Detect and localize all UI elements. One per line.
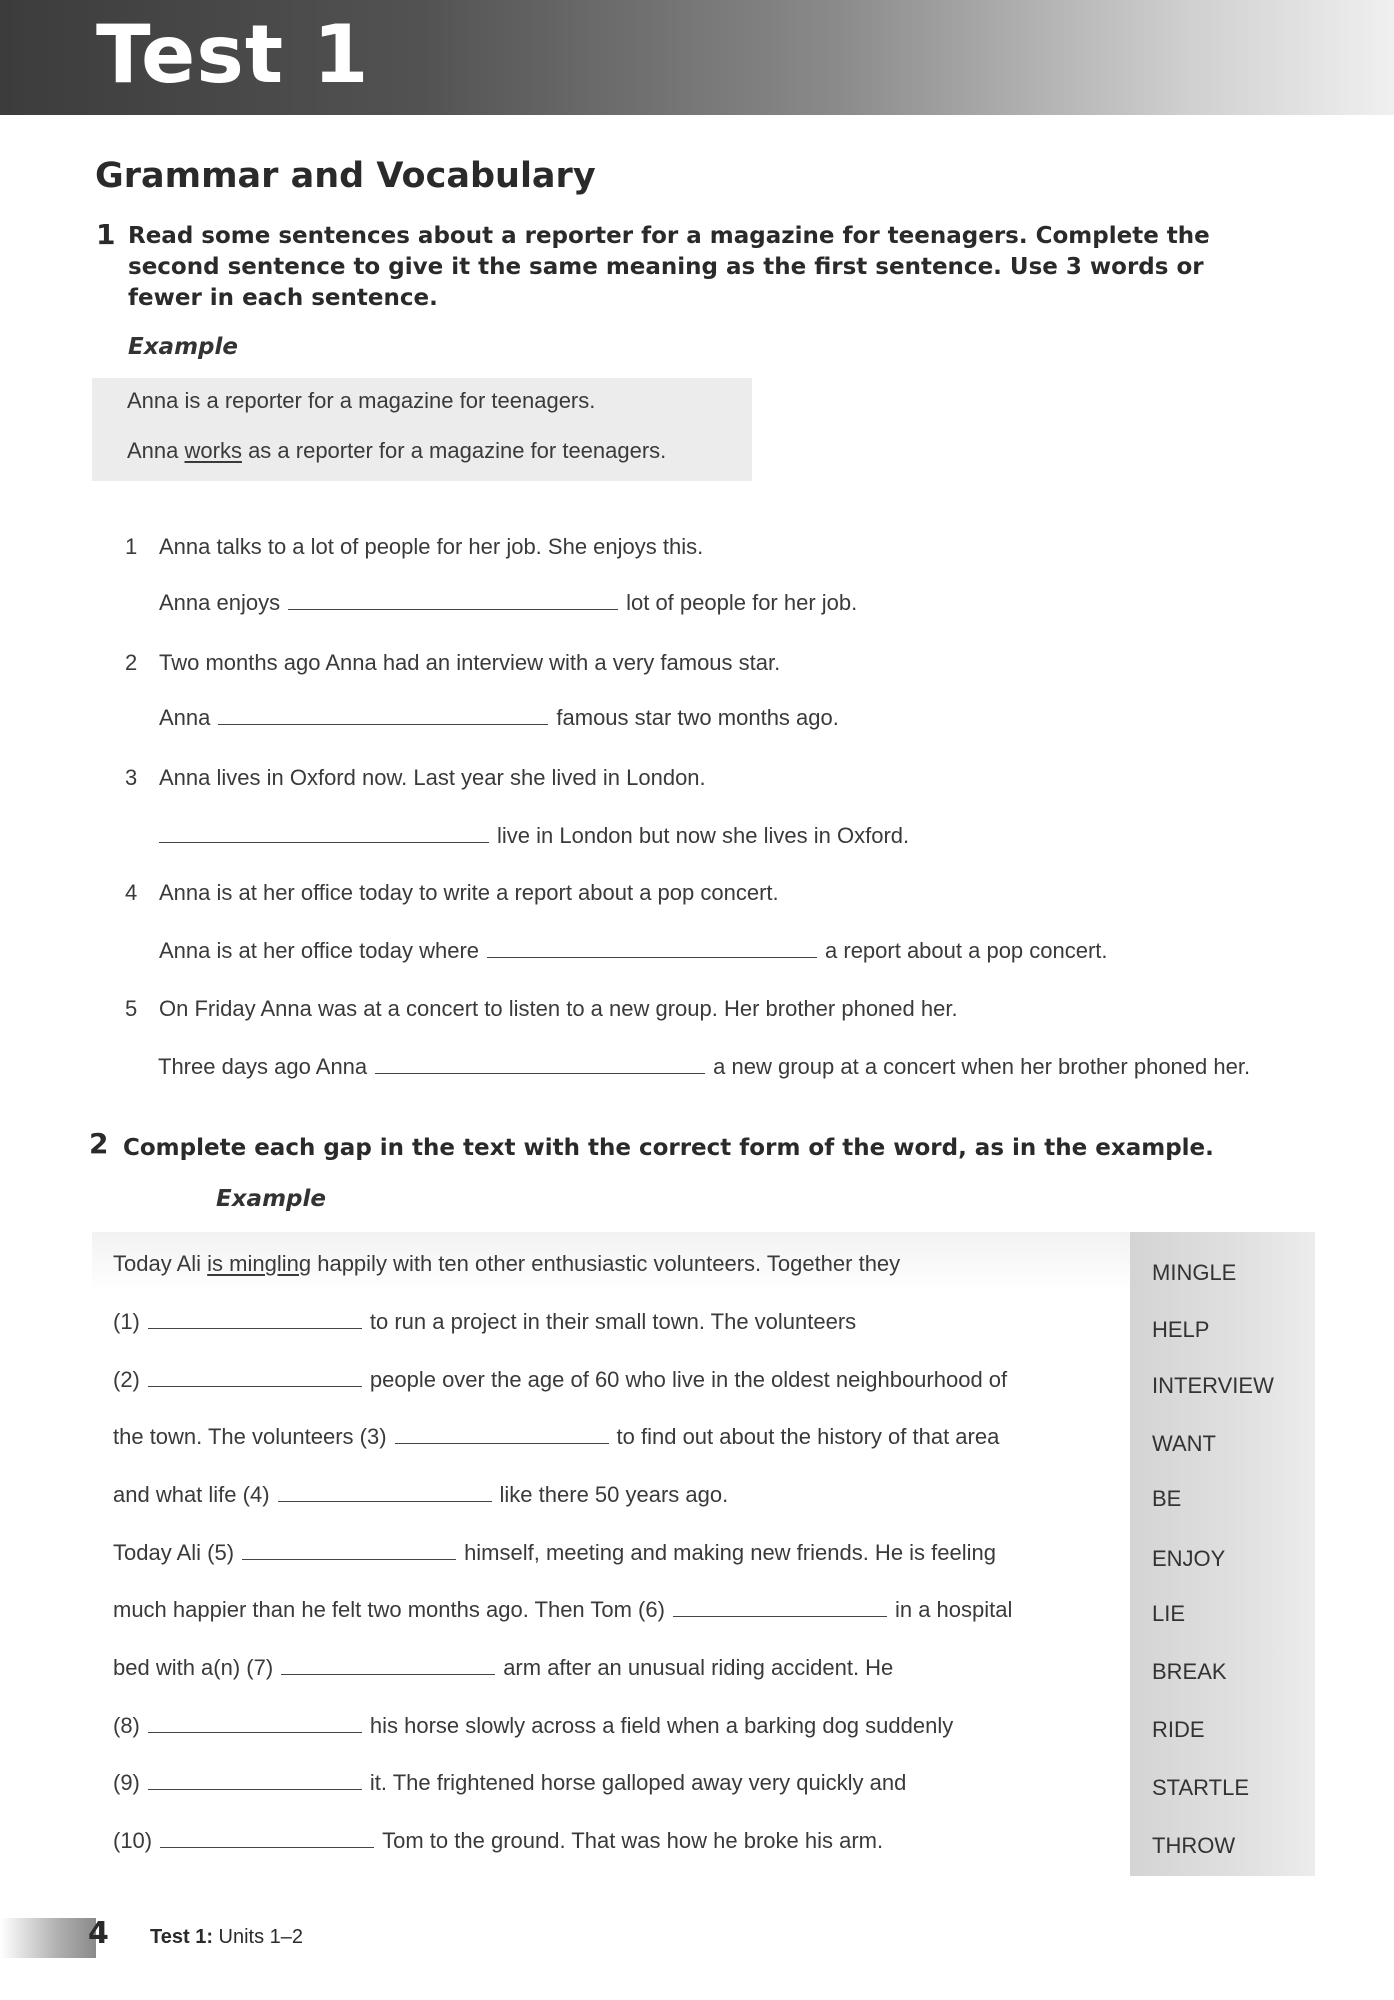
exercise-1-number: 1 [96, 218, 116, 251]
example-answer: works [184, 438, 242, 463]
word-item: ENJOY [1152, 1546, 1226, 1571]
line-post: people over the age of 60 who live in the oldest neighbourhood of [369, 1367, 1008, 1392]
completion-pre: Anna enjoys [159, 590, 281, 615]
word-item: MINGLE [1152, 1260, 1237, 1285]
line-post: like there 50 years ago. [499, 1482, 729, 1507]
text-line-6 [113, 1597, 1012, 1623]
answer-blank[interactable] [218, 708, 548, 725]
question-1 [125, 534, 703, 560]
line-post: happily with ten other enthusiastic volunteers. Together they [311, 1251, 901, 1276]
answer-blank[interactable] [673, 1600, 887, 1617]
line-pre: Today Ali (5) [113, 1540, 235, 1565]
question-4 [125, 880, 779, 906]
line-post: Tom to the ground. That was how he broke his arm. [382, 1828, 884, 1853]
line-pre: (8) [113, 1713, 140, 1738]
example-answer: is mingling [207, 1251, 312, 1276]
text-line-2 [113, 1367, 1007, 1393]
instruction-line: second sentence to give it the same meaning as the first sentence. Use 3 words or [128, 254, 1204, 280]
question-1-completion [159, 590, 857, 616]
line-post: to run a project in their small town. The volunteers [369, 1309, 857, 1334]
line-pre: bed with a(n) (7) [113, 1655, 274, 1680]
line-post: in a hospital [894, 1597, 1013, 1622]
section-heading: Grammar and Vocabulary [95, 156, 596, 196]
word-item: INTERVIEW [1152, 1373, 1274, 1398]
question-5 [125, 996, 958, 1022]
question-3 [125, 765, 706, 791]
question-sentence: Two months ago Anna had an interview with a very famous star. [159, 650, 781, 675]
line-pre: and what life (4) [113, 1482, 270, 1507]
answer-blank[interactable] [487, 941, 817, 958]
text-line-10 [113, 1828, 883, 1854]
word-item: HELP [1152, 1317, 1210, 1342]
instruction-line: Read some sentences about a reporter for a magazine for teenagers. Complete the [128, 223, 1210, 249]
question-number: 3 [125, 765, 138, 790]
footer-label-bold: Test 1: [150, 1926, 213, 1948]
question-4-completion [159, 938, 1108, 964]
answer-blank[interactable] [148, 1312, 362, 1329]
answer-blank[interactable] [281, 1658, 495, 1675]
text-line-7 [113, 1655, 893, 1681]
answer-blank[interactable] [395, 1427, 609, 1444]
question-sentence: Anna is at her office today to write a report about a pop concert. [159, 880, 779, 905]
example-label: Example [216, 1186, 326, 1212]
line-pre: (10) [113, 1828, 153, 1853]
footer-band [0, 1918, 96, 1958]
question-3-completion [159, 823, 909, 849]
line-pre: Today Ali [113, 1251, 208, 1276]
question-5-completion [158, 1054, 1250, 1080]
exercise-2-number: 2 [89, 1127, 109, 1160]
word-item: STARTLE [1152, 1775, 1249, 1800]
question-sentence: On Friday Anna was at a concert to listen to a new group. Her brother phoned her. [159, 996, 958, 1021]
word-item: BE [1152, 1486, 1182, 1511]
text-line-3 [113, 1424, 999, 1450]
answer-blank[interactable] [159, 826, 489, 843]
line-pre: (9) [113, 1770, 140, 1795]
example-sentence-1: Anna is a reporter for a magazine for teenagers. [127, 388, 596, 413]
line-pre: the town. The volunteers (3) [113, 1424, 387, 1449]
line-pre: (1) [113, 1309, 140, 1334]
question-number: 2 [125, 650, 138, 675]
line-post: to find out about the history of that area [616, 1424, 1000, 1449]
question-sentence: Anna lives in Oxford now. Last year she lived in London. [159, 765, 706, 790]
answer-blank[interactable] [278, 1485, 492, 1502]
instruction-line: fewer in each sentence. [128, 285, 438, 311]
question-2-completion [159, 705, 839, 731]
text-line-example [113, 1251, 900, 1277]
text-line-4 [113, 1482, 728, 1508]
answer-blank[interactable] [148, 1773, 362, 1790]
question-number: 1 [125, 534, 138, 559]
line-post: his horse slowly across a field when a barking dog suddenly [369, 1713, 954, 1738]
completion-post: a new group at a concert when her brother phoned her. [713, 1054, 1251, 1079]
word-item: BREAK [1152, 1659, 1227, 1684]
question-2 [125, 650, 780, 676]
text-line-1 [113, 1309, 856, 1335]
completion-post: lot of people for her job. [626, 590, 858, 615]
answer-blank[interactable] [242, 1543, 456, 1560]
test-title: Test 1 [96, 8, 370, 101]
answer-blank[interactable] [148, 1716, 362, 1733]
completion-post: live in London but now she lives in Oxford. [497, 823, 910, 848]
completion-pre: Anna [159, 705, 211, 730]
completion-post: famous star two months ago. [556, 705, 839, 730]
completion-pre: Anna is at her office today where [159, 938, 480, 963]
text-line-5 [113, 1540, 996, 1566]
example-pre: Anna [127, 438, 185, 463]
answer-blank[interactable] [375, 1057, 705, 1074]
page-number: 4 [88, 1916, 109, 1951]
line-pre: (2) [113, 1367, 140, 1392]
word-item: RIDE [1152, 1717, 1205, 1742]
text-line-9 [113, 1770, 906, 1796]
completion-post: a report about a pop concert. [825, 938, 1108, 963]
example-post: as a reporter for a magazine for teenagers. [241, 438, 667, 463]
example-label: Example [128, 334, 238, 360]
question-number: 4 [125, 880, 138, 905]
answer-blank[interactable] [288, 593, 618, 610]
footer-label [150, 1926, 303, 1949]
exercise-2-instructions: Complete each gap in the text with the correct form of the word, as in the example. [123, 1135, 1214, 1161]
question-sentence: Anna talks to a lot of people for her job. She enjoys this. [159, 534, 704, 559]
word-item: THROW [1152, 1833, 1236, 1858]
exercise-1-instructions [128, 221, 1210, 314]
question-number: 5 [125, 996, 138, 1021]
word-item: WANT [1152, 1431, 1216, 1456]
completion-pre: Three days ago Anna [158, 1054, 368, 1079]
text-line-8 [113, 1713, 953, 1739]
line-post: arm after an unusual riding accident. He [503, 1655, 894, 1680]
line-post: it. The frightened horse galloped away very quickly and [369, 1770, 907, 1795]
line-pre: much happier than he felt two months ago. Then Tom (6) [113, 1597, 665, 1622]
answer-blank[interactable] [160, 1831, 374, 1848]
footer-label-units: Units 1–2 [212, 1926, 304, 1948]
example-sentence-2 [127, 438, 666, 464]
line-post: himself, meeting and making new friends. He is feeling [464, 1540, 996, 1565]
answer-blank[interactable] [148, 1370, 362, 1387]
word-item: LIE [1152, 1601, 1186, 1626]
